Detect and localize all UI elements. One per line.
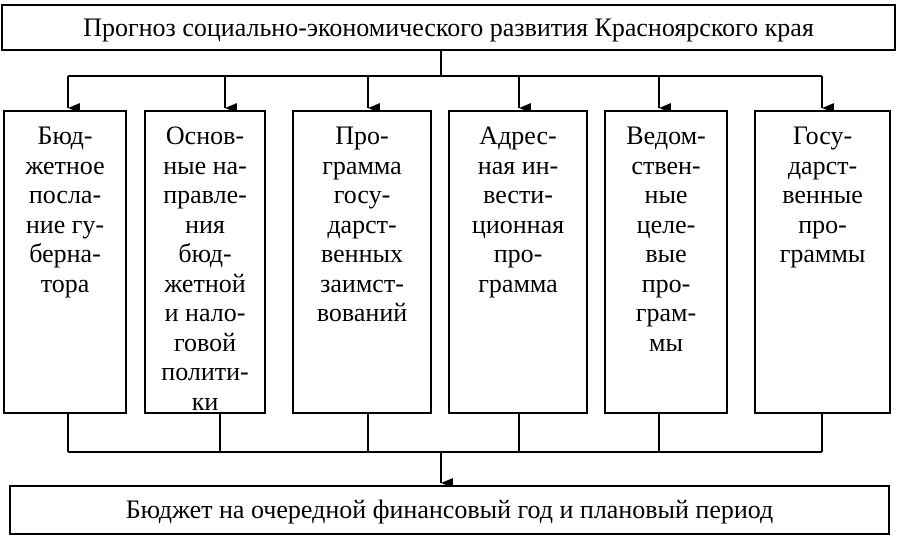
column-text-line: венных	[321, 239, 403, 268]
column-text-line: Ведом-	[626, 121, 706, 150]
column-text-line: грамма	[478, 268, 558, 298]
column-text-line: граммы	[779, 239, 866, 268]
budget-label: Бюджет на очередной финансовый год и плановый период	[125, 495, 774, 524]
column-text-line: правле-	[163, 180, 247, 209]
column-text-line: про-	[641, 268, 691, 298]
column-state-borrowing	[292, 110, 432, 414]
column-main-directions	[144, 110, 266, 414]
column-text-line: ние гу-	[25, 209, 105, 239]
column-text-line: ки	[191, 386, 219, 416]
column-text-line: полити-	[161, 357, 249, 386]
column-text-line: берна-	[29, 239, 101, 268]
column-text-line: Бюд-	[37, 121, 93, 150]
column-text-line: жетной	[164, 268, 246, 298]
column-text-line: мы	[649, 327, 683, 357]
column-text-line: заимст-	[320, 268, 404, 298]
column-text-line: бюд-	[178, 239, 232, 268]
column-text-line: дарст-	[327, 209, 397, 239]
column-text-line: тора	[40, 268, 90, 298]
column-text-line: вые	[645, 239, 687, 268]
column-text-line: дарст-	[787, 150, 858, 180]
column-departmental-targets	[604, 110, 728, 414]
column-text-line: ствен-	[631, 150, 701, 180]
column-text-line: ная ин-	[477, 150, 559, 180]
forecast-label: Прогноз социально-экономического развития Красноярского края	[83, 12, 814, 42]
column-text-line: ные	[644, 180, 688, 209]
column-text-line: про-	[798, 209, 847, 239]
column-text-line: грамма	[322, 150, 402, 180]
column-text-line: грам-	[635, 298, 697, 327]
column-text-line: Про-	[335, 121, 389, 150]
column-text-line: Госу-	[792, 121, 853, 150]
column-text-line: ционная	[471, 209, 565, 239]
column-text-line: и нало-	[164, 298, 246, 327]
column-text-line: Основ-	[165, 121, 245, 150]
column-text-line: вований	[316, 298, 408, 327]
forecast-box	[1, 4, 896, 51]
column-text-line: госу-	[333, 180, 391, 209]
column-text-line: ния	[185, 209, 225, 239]
column-text-line: посла-	[28, 180, 102, 209]
budget-box	[9, 485, 890, 535]
column-text-line: целе-	[636, 209, 696, 239]
column-text-line: Адрес-	[479, 121, 557, 150]
column-budget-address	[3, 110, 127, 414]
column-text-line: говой	[173, 327, 237, 357]
column-text-line: ные на-	[163, 150, 247, 180]
column-text-line: жетное	[25, 150, 105, 180]
column-address-investment	[448, 110, 588, 414]
column-text-line: вести-	[483, 180, 553, 209]
column-text-line: венные	[782, 180, 863, 209]
column-text-line: про-	[493, 239, 543, 268]
column-state-programs	[754, 110, 891, 414]
